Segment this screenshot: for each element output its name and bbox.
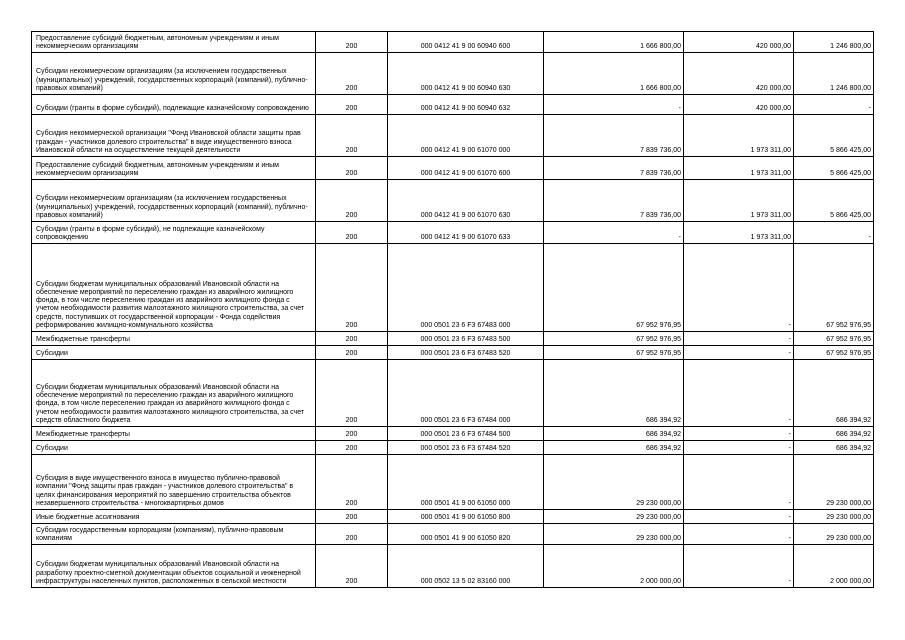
row-unexecuted-amount: 686 394,92 <box>794 427 874 441</box>
row-description: Субсидии некоммерческим организациям (за исключением государственных (муниципальных) учреждений, государственных корпораций (компаний), публично-правовых компаний) <box>32 180 316 222</box>
row-approved-amount: 7 839 736,00 <box>544 180 684 222</box>
row-description: Иные бюджетные ассигнования <box>32 510 316 524</box>
row-budget-classification: 000 0501 23 6 F3 67484 520 <box>388 441 544 455</box>
budget-table <box>31 31 874 588</box>
row-approved-amount: 29 230 000,00 <box>544 455 684 510</box>
row-unexecuted-amount: 686 394,92 <box>794 441 874 455</box>
table-row <box>32 427 874 441</box>
row-line-code: 200 <box>316 510 388 524</box>
row-budget-classification: 000 0412 41 9 00 60940 630 <box>388 53 544 95</box>
row-budget-classification: 000 0412 41 9 00 60940 632 <box>388 95 544 115</box>
row-unexecuted-amount: 686 394,92 <box>794 360 874 427</box>
row-approved-amount: 67 952 976,95 <box>544 346 684 360</box>
row-budget-classification: 000 0501 41 9 00 61050 000 <box>388 455 544 510</box>
row-description: Субсидии некоммерческим организациям (за исключением государственных (муниципальных) учреждений, государственных корпораций (компаний), публично-правовых компаний) <box>32 53 316 95</box>
row-approved-amount: 7 839 736,00 <box>544 157 684 180</box>
row-unexecuted-amount: 5 866 425,00 <box>794 157 874 180</box>
row-approved-amount: 686 394,92 <box>544 427 684 441</box>
table-row <box>32 180 874 222</box>
row-line-code: 200 <box>316 157 388 180</box>
row-executed-amount: 1 973 311,00 <box>684 222 794 244</box>
row-budget-classification: 000 0412 41 9 00 61070 630 <box>388 180 544 222</box>
row-unexecuted-amount: 5 866 425,00 <box>794 115 874 157</box>
row-description: Субсидии бюджетам муниципальных образований Ивановской области на разработку проектно-сметной документации объектов социальной и инженерной инфраструктуры населенных пунктов, расположенных в сельской местности <box>32 545 316 588</box>
row-description: Межбюджетные трансферты <box>32 332 316 346</box>
row-line-code: 200 <box>316 346 388 360</box>
row-description: Предоставление субсидий бюджетным, автономным учреждениям и иным некоммерческим организациям <box>32 32 316 53</box>
row-executed-amount: - <box>684 455 794 510</box>
row-budget-classification: 000 0501 23 6 F3 67483 520 <box>388 346 544 360</box>
row-approved-amount: - <box>544 95 684 115</box>
table-row <box>32 32 874 53</box>
row-description: Межбюджетные трансферты <box>32 427 316 441</box>
table-row <box>32 332 874 346</box>
row-unexecuted-amount: - <box>794 222 874 244</box>
table-row <box>32 510 874 524</box>
row-line-code: 200 <box>316 455 388 510</box>
row-approved-amount: 686 394,92 <box>544 360 684 427</box>
row-unexecuted-amount: 29 230 000,00 <box>794 510 874 524</box>
table-row <box>32 244 874 332</box>
table-row <box>32 360 874 427</box>
row-budget-classification: 000 0501 23 6 F3 67483 500 <box>388 332 544 346</box>
row-description: Предоставление субсидий бюджетным, автономным учреждениям и иным некоммерческим организациям <box>32 157 316 180</box>
row-executed-amount: - <box>684 332 794 346</box>
row-line-code: 200 <box>316 180 388 222</box>
row-line-code: 200 <box>316 427 388 441</box>
row-description: Субсидия в виде имущественного взноса в имущество публично-правовой компании "Фонд защиты прав граждан - участников долевого строительства" в целях финансирования мероприятий по завершению строительства объектов незавершенного строительства - многоквартирных домов <box>32 455 316 510</box>
table-row <box>32 346 874 360</box>
row-description: Субсидии государственным корпорациям (компаниям), публично-правовым компаниям <box>32 524 316 545</box>
row-executed-amount: - <box>684 427 794 441</box>
row-executed-amount: - <box>684 441 794 455</box>
row-budget-classification: 000 0501 41 9 00 61050 820 <box>388 524 544 545</box>
table-row <box>32 455 874 510</box>
row-executed-amount: - <box>684 244 794 332</box>
row-unexecuted-amount: 1 246 800,00 <box>794 53 874 95</box>
row-line-code: 200 <box>316 441 388 455</box>
budget-execution-sheet <box>31 31 873 588</box>
row-unexecuted-amount: 67 952 976,95 <box>794 332 874 346</box>
row-budget-classification: 000 0412 41 9 00 61070 600 <box>388 157 544 180</box>
row-executed-amount: 1 973 311,00 <box>684 115 794 157</box>
row-budget-classification: 000 0412 41 9 00 61070 633 <box>388 222 544 244</box>
row-approved-amount: 29 230 000,00 <box>544 510 684 524</box>
row-approved-amount: 1 666 800,00 <box>544 53 684 95</box>
row-line-code: 200 <box>316 244 388 332</box>
table-row <box>32 157 874 180</box>
row-executed-amount: - <box>684 346 794 360</box>
row-executed-amount: 1 973 311,00 <box>684 180 794 222</box>
row-executed-amount: 1 973 311,00 <box>684 157 794 180</box>
row-budget-classification: 000 0412 41 9 00 61070 000 <box>388 115 544 157</box>
row-unexecuted-amount: 29 230 000,00 <box>794 524 874 545</box>
table-row <box>32 95 874 115</box>
row-description: Субсидии <box>32 441 316 455</box>
row-executed-amount: 420 000,00 <box>684 53 794 95</box>
row-line-code: 200 <box>316 360 388 427</box>
row-budget-classification: 000 0501 23 6 F3 67484 000 <box>388 360 544 427</box>
row-executed-amount: 420 000,00 <box>684 95 794 115</box>
row-line-code: 200 <box>316 222 388 244</box>
row-executed-amount: - <box>684 524 794 545</box>
row-executed-amount: 420 000,00 <box>684 32 794 53</box>
row-budget-classification: 000 0501 23 6 F3 67484 500 <box>388 427 544 441</box>
row-description: Субсидии (гранты в форме субсидий), не подлежащие казначейскому сопровождению <box>32 222 316 244</box>
row-executed-amount: - <box>684 545 794 588</box>
row-unexecuted-amount: 67 952 976,95 <box>794 346 874 360</box>
table-row <box>32 53 874 95</box>
row-line-code: 200 <box>316 524 388 545</box>
table-row <box>32 222 874 244</box>
row-approved-amount: - <box>544 222 684 244</box>
row-budget-classification: 000 0502 13 5 02 83160 000 <box>388 545 544 588</box>
row-line-code: 200 <box>316 95 388 115</box>
table-row <box>32 441 874 455</box>
row-unexecuted-amount: 29 230 000,00 <box>794 455 874 510</box>
row-budget-classification: 000 0501 23 6 F3 67483 000 <box>388 244 544 332</box>
row-approved-amount: 1 666 800,00 <box>544 32 684 53</box>
row-executed-amount: - <box>684 360 794 427</box>
row-approved-amount: 686 394,92 <box>544 441 684 455</box>
row-executed-amount: - <box>684 510 794 524</box>
table-row <box>32 115 874 157</box>
row-budget-classification: 000 0501 41 9 00 61050 800 <box>388 510 544 524</box>
row-line-code: 200 <box>316 545 388 588</box>
row-unexecuted-amount: 67 952 976,95 <box>794 244 874 332</box>
row-approved-amount: 67 952 976,95 <box>544 244 684 332</box>
row-unexecuted-amount: - <box>794 95 874 115</box>
row-line-code: 200 <box>316 32 388 53</box>
row-description: Субсидии бюджетам муниципальных образований Ивановской области на обеспечение мероприятий по переселению граждан из аварийного жилищного фонда, в том числе переселению граждан из аварийного жилищного фонда с учетом необходимости развития малоэтажного жилищного строительства, за счет средств областного бюджета <box>32 360 316 427</box>
row-approved-amount: 7 839 736,00 <box>544 115 684 157</box>
row-budget-classification: 000 0412 41 9 00 60940 600 <box>388 32 544 53</box>
row-description: Субсидии бюджетам муниципальных образований Ивановской области на обеспечение мероприятий по переселению граждан из аварийного жилищного фонда, в том числе переселению граждан из аварийного жилищного фонда с учетом необходимости развития малоэтажного жилищного строительства, за счет средств, поступивших от государственной корпорации - Фонда содействия реформированию жилищно-коммунального хозяйства <box>32 244 316 332</box>
row-description: Субсидии (гранты в форме субсидий), подлежащие казначейскому сопровождению <box>32 95 316 115</box>
row-unexecuted-amount: 1 246 800,00 <box>794 32 874 53</box>
row-unexecuted-amount: 2 000 000,00 <box>794 545 874 588</box>
table-row <box>32 545 874 588</box>
table-row <box>32 524 874 545</box>
row-approved-amount: 29 230 000,00 <box>544 524 684 545</box>
row-line-code: 200 <box>316 53 388 95</box>
row-approved-amount: 2 000 000,00 <box>544 545 684 588</box>
row-description: Субсидии <box>32 346 316 360</box>
row-description: Субсидия некоммерческой организации "Фонд Ивановской области защиты прав граждан - участников долевого строительства" в виде имущественного взноса Ивановской области на осуществление текущей деятельности <box>32 115 316 157</box>
row-line-code: 200 <box>316 115 388 157</box>
row-approved-amount: 67 952 976,95 <box>544 332 684 346</box>
row-line-code: 200 <box>316 332 388 346</box>
row-unexecuted-amount: 5 866 425,00 <box>794 180 874 222</box>
